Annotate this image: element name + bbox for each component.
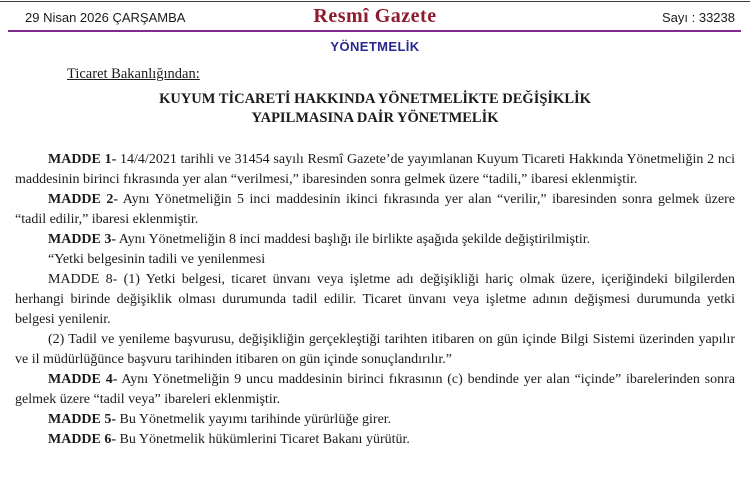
paragraph-madde-6 — [15, 430, 735, 450]
gazette-issue-number: Sayı : 33238 — [662, 10, 735, 25]
article-text: Bu Yönetmelik hükümlerini Ticaret Bakanı yürütür. — [116, 432, 410, 447]
article-lead: MADDE 1- — [48, 152, 117, 167]
article-text: (2) Tadil ve yenileme başvurusu, değişikliğin gerçekleştiği tarihten itibaren on gün içinde Bilgi Sistemi üzerinden yapılır ve il müdürlüğünce başvuru tarihinden itibaren on gün içinde sonuçlandırılır.” — [15, 332, 735, 367]
regulation-body — [15, 150, 735, 450]
gazette-brand-title: Resmî Gazete — [313, 5, 437, 27]
issuing-authority: Ticaret Bakanlığından: — [67, 66, 200, 82]
gazette-masthead — [0, 2, 750, 30]
paragraph-madde-3 — [15, 230, 735, 250]
paragraph-quoted-fikra-2 — [15, 330, 735, 370]
masthead-divider — [8, 30, 741, 32]
article-text: 14/4/2021 tarihli ve 31454 sayılı Resmî Gazete’de yayımlanan Kuyum Ticareti Hakkında Yönetmeliğin 2 nci maddesinin birinci fıkrasında yer alan “verilmesi,” ibaresinden sonra gelmek üzere “tadili,” ibaresi eklenmiştir. — [15, 152, 736, 187]
gazette-date: 29 Nisan 2026 ÇARŞAMBA — [25, 10, 186, 25]
paragraph-madde-4 — [15, 370, 735, 410]
article-text: Aynı Yönetmeliğin 9 uncu maddesinin birinci fıkrasının (c) bendinde yer alan “içinde” ibarelerinden sonra gelmek üzere “tadil veya” ibareleri eklenmiştir. — [15, 372, 736, 407]
article-lead: MADDE 2- — [48, 192, 119, 207]
paragraph-madde-5 — [15, 410, 735, 430]
paragraph-madde-1 — [15, 150, 735, 190]
regulation-title-line2: YAPILMASINA DAİR YÖNETMELİK — [251, 110, 499, 126]
article-text: “Yetki belgesinin tadili ve yenilenmesi — [48, 252, 266, 267]
article-lead: MADDE 4- — [48, 372, 118, 387]
article-lead: MADDE 3- — [48, 232, 117, 247]
regulation-title — [0, 90, 750, 128]
article-text: Aynı Yönetmeliğin 8 inci maddesi başlığı ile birlikte aşağıda şekilde değiştirilmiştir. — [116, 232, 591, 247]
paragraph-quoted-heading — [15, 250, 735, 270]
section-heading: YÖNETMELİK — [330, 39, 420, 54]
paragraph-madde-2 — [15, 190, 735, 230]
article-lead: MADDE 5- — [48, 412, 117, 427]
regulation-title-line1: KUYUM TİCARETİ HAKKINDA YÖNETMELİKTE DEĞİŞİKLİK — [159, 91, 591, 107]
article-text: MADDE 8- (1) Yetki belgesi, ticaret ünvanı veya işletme adı değişikliği hariç olmak üzere, içeriğindeki bilgilerden herhangi birinde değişiklik olması durumunda tadil edilir. Ticaret ünvanı veya işletme adının değişmesi durumunda yetki belgesi yenilenir. — [15, 272, 735, 327]
article-text: Bu Yönetmelik yayımı tarihinde yürürlüğe girer. — [116, 412, 392, 427]
article-lead: MADDE 6- — [48, 432, 117, 447]
paragraph-quoted-madde-8 — [15, 270, 735, 330]
article-text: Aynı Yönetmeliğin 5 inci maddesinin ikinci fıkrasında yer alan “verilir,” ibaresinden sonra gelmek üzere “tadil edilir,” ibaresi eklenmiştir. — [15, 192, 735, 227]
